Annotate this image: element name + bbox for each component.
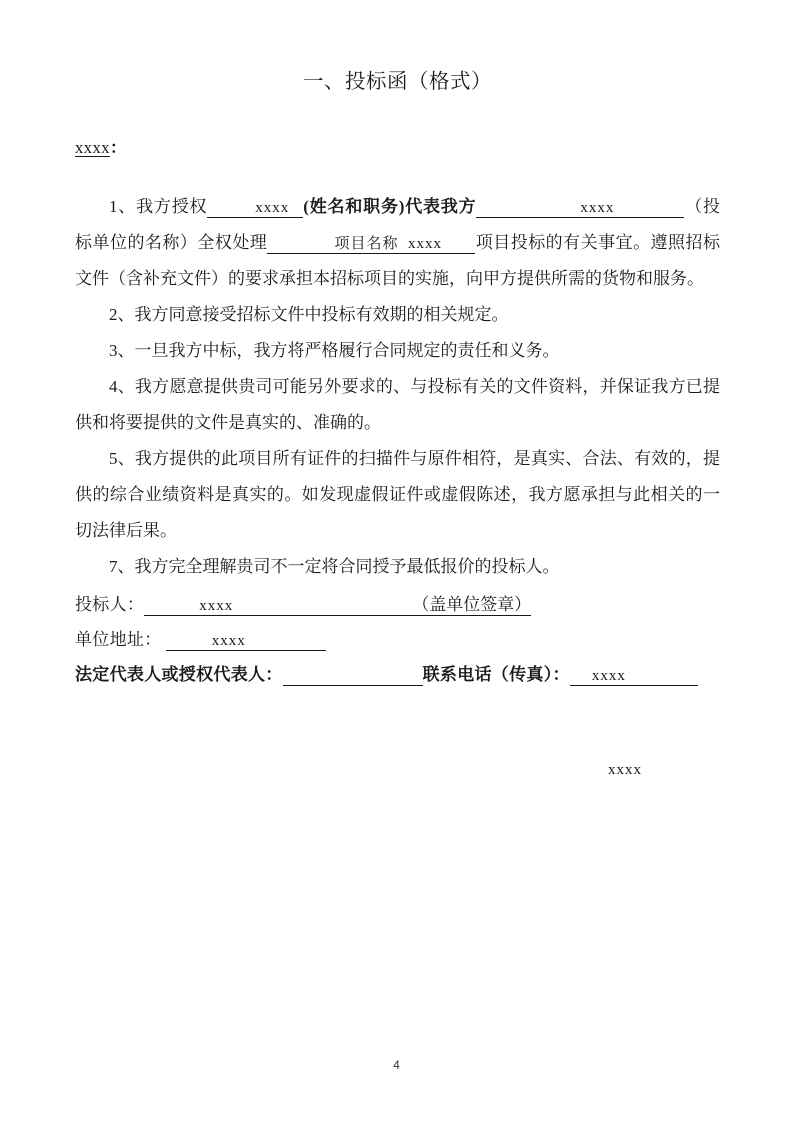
representative-line xyxy=(75,657,720,692)
clause-item-2: 2、我方同意接受招标文件中投标有效期的相关规定。 xyxy=(109,305,509,324)
phone-value: xxxx xyxy=(591,668,626,684)
bidder-label: 投标人： xyxy=(75,595,145,614)
address-value: xxxx xyxy=(211,633,246,649)
representative-label: 法定代表人或授权代表人： xyxy=(75,665,283,684)
page-number: 4 xyxy=(393,1058,400,1072)
clause-item-4: 4、我方愿意提供贵司可能另外要求的、与投标有关的文件资料，并保证我方已提供和将要提供的文件是真实的、准确的。 xyxy=(75,377,720,432)
date-line[interactable]: xxxx xyxy=(608,762,642,778)
page-title: 一、投标函（格式） xyxy=(303,71,492,93)
phone-label: 联系电话（传真）： xyxy=(422,665,570,684)
representative-field[interactable] xyxy=(283,666,423,686)
bidder-line xyxy=(75,587,720,622)
address-field[interactable] xyxy=(166,631,326,651)
bidding-unit-blank[interactable]: xxxx xyxy=(476,200,684,218)
document-body xyxy=(75,0,720,779)
salutation-line xyxy=(75,137,720,157)
clause-item-3: 3、一旦我方中标，我方将严格履行合同规定的责任和义务。 xyxy=(109,341,560,360)
clause-1-mid-2: （投标单位的名称）全权处理 xyxy=(75,197,721,252)
clause-1-lead: 1、我方授权 xyxy=(109,197,208,216)
clause-item-7: 7、我方完全理解贵司不一定将合同授予最低报价的投标人。 xyxy=(109,557,560,576)
clause-1-tail: 项目投标的有关事宜。遵照招标文件（含补充文件）的要求承担本招标项目的实施，向甲方提供所需的货物和服务。 xyxy=(75,233,721,288)
bidder-name-value: xxxx xyxy=(199,598,234,614)
phone-field[interactable] xyxy=(570,666,698,686)
clause-item-5: 5、我方提供的此项目所有证件的扫描件与原件相符，是真实、合法、有效的，提供的综合业绩资料是真实的。如发现虚假证件或虚假陈述，我方愿承担与此相关的一切法律后果。 xyxy=(75,449,720,540)
signature-block xyxy=(75,587,720,692)
salutation-recipient: xxxx xyxy=(75,137,110,157)
address-label: 单位地址： xyxy=(75,630,162,649)
representative-value xyxy=(350,668,355,684)
salutation-colon: ： xyxy=(110,137,127,157)
bidder-name-field[interactable] xyxy=(144,596,412,616)
clause-item-1 xyxy=(75,189,720,297)
clause-list xyxy=(75,189,720,585)
clause-1-mid-1: (姓名和职务)代表我方 xyxy=(303,197,477,216)
project-name-blank[interactable] xyxy=(267,236,475,254)
address-line xyxy=(75,622,720,657)
seal-note: （盖单位签章） xyxy=(412,595,532,614)
authorized-person-blank[interactable]: xxxx xyxy=(207,200,303,218)
project-name-label: 项目名称 xyxy=(334,236,399,252)
project-name-value: xxxx xyxy=(408,236,443,252)
